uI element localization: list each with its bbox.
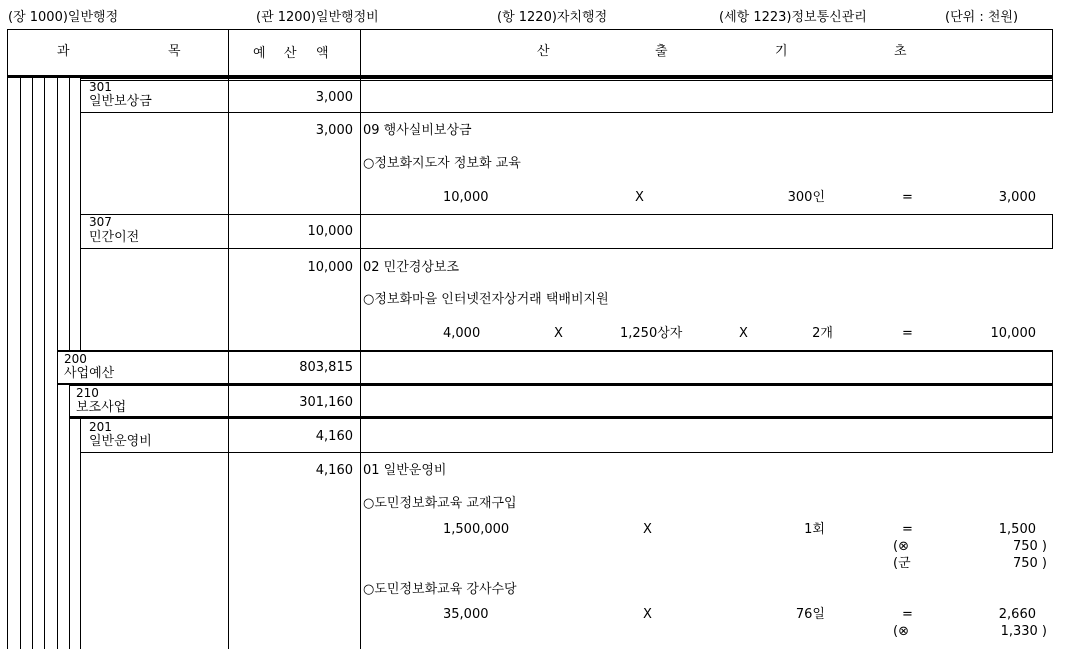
row-201-calc1-sub2-label: (군 (893, 556, 911, 571)
row-201-calc1-a: 1,500,000 (443, 522, 510, 537)
row-301-name: 일반보상금 (89, 94, 152, 109)
row-200-amount: 803,815 (299, 360, 353, 375)
row-201-calc1-sub1-val: 750 ) (1012, 539, 1047, 554)
col-header-mok: 목 (168, 44, 181, 59)
row-201-calc1-b: 1회 (804, 522, 825, 537)
row-201-calc1-sub1-label: (⊗ (893, 539, 909, 554)
row-301-detail-amount: 3,000 (315, 123, 353, 138)
col-header-budget-3: 액 (316, 46, 329, 61)
col-header-basis-4: 초 (894, 44, 907, 59)
row-307-calc-a: 4,000 (443, 326, 481, 341)
row-307-calc-result: 10,000 (990, 326, 1036, 341)
row-201-detail-item-2: ○도민정보화교육 강사수당 (363, 582, 517, 597)
row-301-calc-result: 3,000 (998, 190, 1036, 205)
row-201-calc2-b: 76일 (795, 607, 825, 622)
row-201-calc1-eq: = (902, 522, 913, 537)
row-301-calc-a: 10,000 (443, 190, 489, 205)
hang-label: (항 1220)자치행정 (497, 10, 608, 25)
row-210-name: 보조사업 (76, 400, 127, 415)
row-307-code: 307 (89, 215, 112, 229)
row-307-calc-c: 2개 (812, 326, 833, 341)
col-header-basis-3: 기 (775, 44, 788, 59)
row-301-amount: 3,000 (315, 90, 353, 105)
row-201-detail-item-1: ○도민정보화교육 교재구입 (363, 496, 517, 511)
row-307-detail-item: ○정보화마을 인터넷전자상거래 택배비지원 (363, 292, 609, 307)
col-header-basis-1: 산 (537, 44, 550, 59)
row-201-calc2-x1: X (643, 607, 652, 622)
col-header-gwa: 과 (57, 44, 70, 59)
row-201-calc1-x1: X (643, 522, 652, 537)
row-201-calc2-eq: = (902, 607, 913, 622)
row-301-detail-title: 09 행사실비보상금 (363, 123, 472, 138)
row-200-code: 200 (64, 352, 87, 366)
row-201-calc1-result: 1,500 (998, 522, 1036, 537)
row-201-calc2-sub1-label: (⊗ (893, 624, 909, 639)
row-201-calc2-result: 2,660 (998, 607, 1036, 622)
row-301-detail-item: ○정보화지도자 정보화 교육 (363, 156, 521, 171)
row-301-calc-eq: = (902, 190, 913, 205)
row-201-detail-title: 01 일반운영비 (363, 463, 447, 478)
row-201-calc2-sub1-val: 1,330 ) (1000, 624, 1047, 639)
col-header-budget-1: 예 (253, 46, 266, 61)
row-201-calc1-sub2-val: 750 ) (1012, 556, 1047, 571)
row-307-detail-title: 02 민간경상보조 (363, 260, 460, 275)
gwan-label: (관 1200)일반행정비 (256, 10, 379, 25)
row-210-amount: 301,160 (299, 395, 353, 410)
row-307-amount: 10,000 (307, 224, 353, 239)
row-201-code: 201 (89, 420, 112, 434)
row-301-code: 301 (89, 80, 112, 94)
row-301-calc-x1: X (635, 190, 644, 205)
row-201-name: 일반운영비 (89, 434, 152, 449)
unit-label: (단위 : 천원) (945, 10, 1019, 25)
row-200-name: 사업예산 (64, 366, 115, 381)
jang-label: (장 1000)일반행정 (8, 10, 119, 25)
row-307-calc-eq: = (902, 326, 913, 341)
row-307-calc-x2: X (739, 326, 748, 341)
row-307-calc-x1: X (554, 326, 563, 341)
row-307-calc-b: 1,250상자 (620, 326, 683, 341)
row-201-calc2-a: 35,000 (443, 607, 489, 622)
col-header-basis-2: 출 (655, 44, 668, 59)
sehang-label: (세항 1223)정보통신관리 (719, 10, 867, 25)
row-307-name: 민간이전 (89, 230, 140, 245)
row-210-code: 210 (76, 386, 99, 400)
row-301-calc-b: 300인 (787, 190, 825, 205)
row-201-detail-amount: 4,160 (315, 463, 353, 478)
row-307-detail-amount: 10,000 (307, 260, 353, 275)
row-201-amount: 4,160 (315, 429, 353, 444)
col-header-budget-2: 산 (284, 46, 297, 61)
